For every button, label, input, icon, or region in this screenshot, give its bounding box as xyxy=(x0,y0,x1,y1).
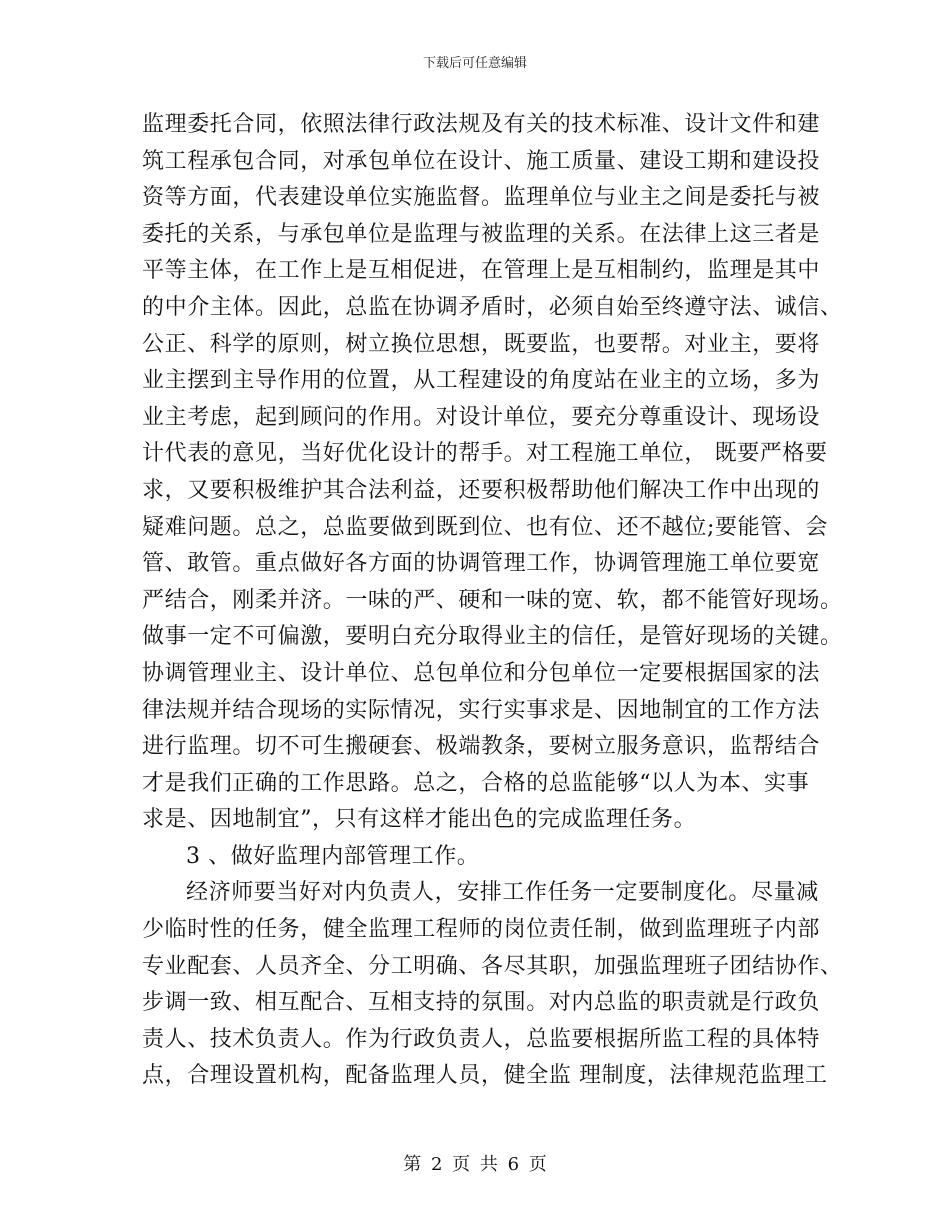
text-line: 监理委托合同，依照法律行政法规及有关的技术标准、设计文件和建 xyxy=(142,112,821,137)
text-line: 管、敢管。重点做好各方面的协调管理工作，协调管理施工单位要宽 xyxy=(142,551,821,577)
text-line: 计代表的意见，当好优化设计的帮手。对工程施工单位， 既要严格要 xyxy=(142,441,828,467)
text-line: 业主考虑，起到顾问的作用。对设计单位，要充分尊重设计、现场设 xyxy=(142,404,821,430)
text-line: 做事一定不可偏激，要明白充分取得业主的信任，是管好现场的关键。 xyxy=(142,624,843,650)
text-line: 点，合理设置机构，配备监理人员，健全监 理制度，法律规范监理工 xyxy=(142,1063,828,1089)
page-footer: 第 2 页 共 6 页 xyxy=(403,1154,547,1175)
text-line: 律法规并结合现场的实际情况，实行实事求是、因地制宜的工作方法 xyxy=(142,697,821,723)
text-line: 委托的关系，与承包单位是监理与被监理的关系。在法律上这三者是 xyxy=(142,221,821,247)
text-line: 协调管理业主、设计单位、总包单位和分包单位一定要根据国家的法 xyxy=(142,660,821,686)
text-line: 资等方面，代表建设单位实施监督。监理单位与业主之间是委托与被 xyxy=(142,185,821,211)
text-line: 进行监理。切不可生搬硬套、极端教条，要树立服务意识，监帮结合 xyxy=(142,734,821,760)
document-body xyxy=(142,107,843,1095)
text-line: 责人、技术负责人。作为行政负责人，总监要根据所监工程的具体特 xyxy=(142,1026,821,1052)
text-line: 平等主体，在工作上是互相促进，在管理上是互相制约，监理是其中 xyxy=(142,258,821,284)
text-line: 的中介主体。因此，总监在协调矛盾时，必须自始至终遵守法、诚信、 xyxy=(142,294,843,320)
text-line: 才是我们正确的工作思路。总之，合格的总监能够“以人为本、实事 xyxy=(142,770,810,796)
text-line: 经济师要当好对内负责人，安排工作任务一定要制度化。尽量减 xyxy=(186,880,819,906)
text-line: 求，又要积极维护其合法利益，还要积极帮助他们解决工作中出现的 xyxy=(142,477,821,503)
text-line: 公正、科学的原则，树立换位思想，既要监，也要帮。对业主，要将 xyxy=(142,331,821,357)
text-line: 严结合，刚柔并济。一味的严、硬和一味的宽、软，都不能管好现场。 xyxy=(142,587,843,613)
text-line: 筑工程承包合同，对承包单位在设计、施工质量、建设工期和建设投 xyxy=(142,148,821,174)
text-line: 求是、因地制宜”，只有这样才能出色的完成监理任务。 xyxy=(142,807,697,833)
text-line: 少临时性的任务，健全监理工程师的岗位责任制，做到监理班子内部 xyxy=(142,917,821,943)
text-line: 3 、做好监理内部管理工作。 xyxy=(186,843,480,869)
text-line: 步调一致、相互配合、互相支持的氛围。对内总监的职责就是行政负 xyxy=(142,990,821,1016)
text-line: 专业配套、人员齐全、分工明确、各尽其职，加强监理班子团结协作、 xyxy=(142,953,843,979)
text-line: 疑难问题。总之，总监要做到既到位、也有位、还不越位;要能管、会 xyxy=(142,514,829,540)
text-line: 业主摆到主导作用的位置，从工程建设的角度站在业主的立场，多为 xyxy=(142,368,821,394)
page-header: 下载后可任意编辑 xyxy=(422,56,527,71)
